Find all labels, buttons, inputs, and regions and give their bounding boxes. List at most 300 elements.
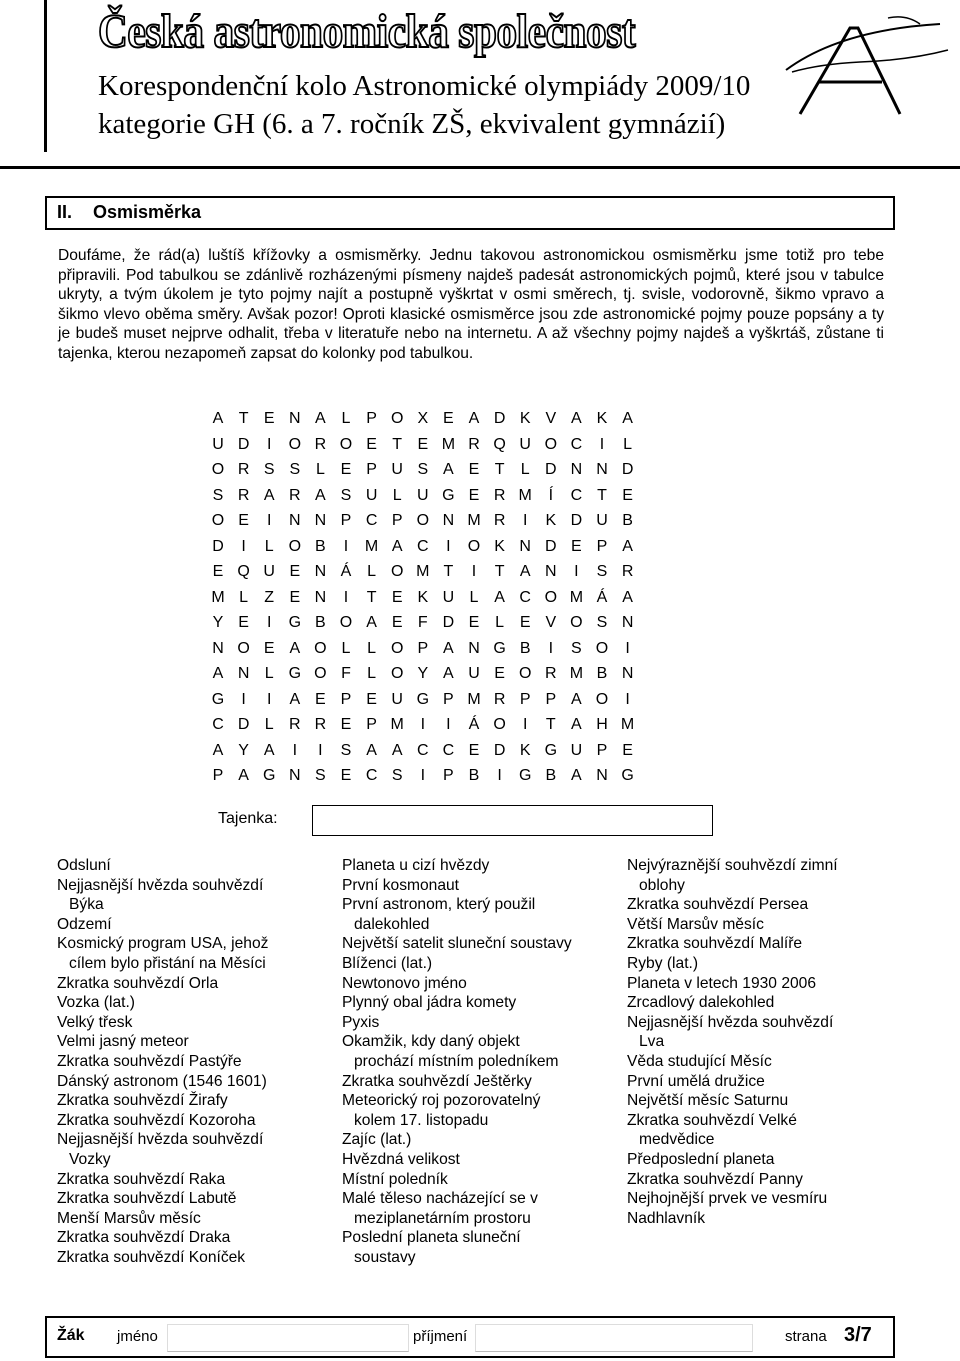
grid-letter[interactable]: E	[238, 512, 249, 529]
grid-letter[interactable]: O	[390, 665, 404, 682]
grid-letter[interactable]: O	[570, 614, 583, 631]
grid-letter[interactable]: L	[367, 563, 377, 580]
grid-letter[interactable]: E	[340, 461, 352, 478]
grid-letter[interactable]: N	[596, 767, 608, 784]
grid-letter[interactable]: G	[262, 767, 276, 784]
grid-letter[interactable]: T	[494, 461, 505, 478]
last-name-label: příjmení	[413, 1328, 468, 1345]
clue-line: Newtonovo jméno	[342, 974, 467, 992]
grid-letter[interactable]: D	[545, 537, 557, 555]
clue-line: Malé těleso nacházející se v	[342, 1190, 538, 1208]
grid-letter[interactable]: V	[545, 614, 557, 631]
grid-letter[interactable]: E	[238, 614, 249, 631]
grid-letter[interactable]: A	[519, 563, 531, 580]
grid-letter[interactable]: R	[468, 435, 480, 453]
grid-letter[interactable]: O	[390, 410, 404, 427]
grid-letter[interactable]: U	[263, 563, 275, 580]
grid-letter[interactable]: T	[443, 563, 454, 580]
student-label: Žák	[57, 1327, 85, 1344]
grid-letter[interactable]: O	[467, 537, 481, 555]
grid-letter[interactable]: O	[544, 435, 558, 453]
clue-line: Vozka (lat.)	[57, 994, 135, 1012]
grid-letter[interactable]: U	[365, 486, 378, 504]
grid-letter[interactable]: I	[522, 512, 528, 529]
clue-line: Zkratka souhvězdí Koníček	[57, 1248, 246, 1266]
last-name-field[interactable]	[475, 1324, 753, 1352]
clue-line: Blíženci (lat.)	[342, 954, 433, 972]
grid-letter[interactable]: B	[622, 512, 633, 529]
grid-letter[interactable]: O	[518, 665, 532, 682]
grid-letter[interactable]: I	[343, 588, 349, 606]
grid-letter[interactable]: I	[292, 741, 298, 759]
grid-letter[interactable]: A	[366, 741, 377, 759]
grid-letter[interactable]: A	[468, 410, 480, 427]
clue-line: Lva	[639, 1033, 665, 1051]
grid-letter[interactable]: L	[341, 639, 351, 657]
clue-line: Zkratka souhvězdí Velké	[627, 1111, 797, 1129]
grid-letter[interactable]: Á	[596, 588, 608, 606]
grid-letter[interactable]: U	[570, 741, 583, 759]
grid-letter[interactable]: S	[315, 767, 326, 784]
grid-letter[interactable]: T	[597, 486, 607, 504]
grid-letter[interactable]: Y	[417, 665, 429, 682]
grid-letter[interactable]: I	[420, 767, 426, 784]
grid-letter[interactable]: E	[340, 716, 352, 733]
grid-letter[interactable]: E	[468, 741, 480, 759]
grid-letter[interactable]: P	[443, 767, 454, 784]
grid-letter[interactable]: I	[241, 690, 246, 708]
grid-letter[interactable]: S	[340, 741, 352, 759]
grid-letter[interactable]: N	[570, 461, 583, 478]
grid-letter[interactable]: A	[571, 716, 582, 733]
grid-letter[interactable]: H	[596, 716, 608, 733]
clue-line: Zkratka souhvězdí Malíře	[627, 935, 803, 953]
grid-letter[interactable]: A	[289, 690, 301, 708]
clue-line: meziplanetárním prostoru	[354, 1209, 531, 1227]
grid-letter[interactable]: R	[314, 716, 327, 733]
grid-letter[interactable]: O	[288, 435, 302, 453]
grid-letter[interactable]: O	[390, 563, 404, 580]
grid-letter[interactable]: N	[545, 563, 557, 580]
grid-letter[interactable]: P	[366, 716, 377, 733]
grid-letter[interactable]: Á	[340, 563, 352, 580]
grid-letter[interactable]: C	[417, 537, 429, 555]
grid-letter[interactable]: N	[289, 767, 301, 784]
grid-letter[interactable]: A	[622, 537, 633, 555]
grid-letter[interactable]: I	[266, 614, 272, 631]
grid-letter[interactable]: D	[493, 410, 506, 427]
grid-letter[interactable]: S	[417, 461, 429, 478]
grid-letter[interactable]: M	[620, 716, 635, 733]
grid-letter[interactable]: O	[493, 716, 506, 733]
clue-line: Zkratka souhvězdí Kozoroha	[57, 1111, 256, 1129]
grid-letter[interactable]: L	[341, 410, 351, 427]
grid-letter[interactable]: L	[264, 665, 274, 682]
grid-letter[interactable]: L	[264, 537, 274, 555]
grid-letter[interactable]: K	[596, 410, 608, 427]
grid-letter[interactable]: E	[468, 486, 480, 504]
grid-letter[interactable]: D	[212, 537, 224, 555]
grid-letter[interactable]: D	[570, 512, 583, 529]
grid-letter[interactable]: G	[518, 767, 532, 784]
grid-letter[interactable]: U	[391, 461, 403, 478]
grid-letter[interactable]: U	[442, 588, 455, 606]
grid-letter[interactable]: N	[442, 512, 455, 529]
grid-letter[interactable]: K	[519, 741, 531, 759]
clue-line: První astronom, který použil	[342, 896, 536, 914]
grid-letter[interactable]: G	[211, 690, 225, 708]
grid-letter[interactable]: S	[596, 563, 608, 580]
grid-letter[interactable]: E	[366, 690, 377, 708]
grid-letter[interactable]: L	[623, 435, 633, 453]
grid-letter[interactable]: E	[289, 588, 301, 606]
grid-letter[interactable]: R	[621, 563, 634, 580]
grid-letter[interactable]: D	[545, 461, 557, 478]
grid-letter[interactable]: N	[621, 614, 634, 631]
grid-letter[interactable]: S	[571, 639, 582, 657]
grid-letter[interactable]: D	[237, 716, 250, 733]
grid-letter[interactable]: N	[621, 665, 634, 682]
grid-letter[interactable]: B	[596, 665, 608, 682]
grid-letter[interactable]: C	[570, 435, 583, 453]
grid-letter[interactable]: I	[318, 741, 323, 759]
grid-letter[interactable]: U	[212, 435, 224, 453]
clue-line: Odzemí	[57, 915, 112, 933]
grid-letter[interactable]: E	[443, 410, 454, 427]
grid-letter[interactable]: A	[443, 639, 454, 657]
clue-line: kolem 17. listopadu	[354, 1111, 489, 1129]
grid-letter[interactable]: M	[569, 588, 584, 606]
grid-letter[interactable]: N	[289, 410, 301, 427]
grid-letter[interactable]: E	[263, 639, 275, 657]
clue-line: Odsluní	[57, 857, 111, 874]
grid-letter[interactable]: A	[366, 614, 377, 631]
grid-letter[interactable]: A	[212, 741, 224, 759]
grid-letter[interactable]: G	[544, 741, 558, 759]
grid-letter[interactable]: E	[391, 614, 403, 631]
grid-letter[interactable]: P	[366, 461, 377, 478]
grid-letter[interactable]: G	[288, 614, 302, 631]
grid-letter[interactable]: N	[596, 461, 608, 478]
grid-letter[interactable]: P	[366, 410, 377, 427]
clue-line: Hvězdná velikost	[342, 1150, 460, 1168]
competition-title: Korespondenční kolo Astronomické olympiády 2009/10	[98, 70, 751, 102]
grid-letter[interactable]: U	[391, 690, 403, 708]
grid-letter[interactable]: O	[314, 639, 327, 657]
grid-letter[interactable]: I	[446, 537, 451, 555]
grid-letter[interactable]: R	[289, 486, 301, 504]
grid-letter[interactable]: E	[366, 435, 377, 453]
grid-letter[interactable]: L	[469, 588, 479, 606]
grid-letter[interactable]: M	[441, 435, 456, 453]
grid-letter[interactable]: B	[315, 614, 326, 631]
grid-letter[interactable]: F	[417, 614, 428, 631]
grid-letter[interactable]: E	[622, 486, 633, 504]
clue-line: Menší Marsův měsíc	[57, 1209, 201, 1227]
grid-letter[interactable]: L	[367, 639, 377, 657]
grid-letter[interactable]: I	[522, 716, 528, 733]
grid-letter[interactable]: O	[595, 690, 609, 708]
grid-letter[interactable]: C	[212, 716, 224, 733]
grid-letter[interactable]: M	[569, 665, 584, 682]
grid-letter[interactable]: D	[237, 435, 250, 453]
grid-letter[interactable]: A	[212, 665, 224, 682]
grid-letter[interactable]: S	[263, 461, 275, 478]
grid-letter[interactable]: A	[622, 588, 633, 606]
grid-letter[interactable]: M	[211, 588, 225, 606]
grid-letter[interactable]: T	[366, 588, 377, 606]
clue-line: Plynný obal jádra komety	[342, 994, 517, 1012]
grid-letter[interactable]: C	[570, 486, 583, 504]
grid-letter[interactable]: A	[571, 690, 582, 708]
grid-letter[interactable]: G	[621, 767, 634, 784]
grid-letter[interactable]: I	[625, 690, 630, 708]
grid-letter[interactable]: B	[519, 639, 531, 657]
grid-letter[interactable]: Y	[238, 741, 249, 759]
grid-letter[interactable]: M	[364, 537, 379, 555]
grid-letter[interactable]: O	[288, 537, 302, 555]
header-vertical-rule	[44, 0, 47, 152]
grid-letter[interactable]: R	[493, 690, 506, 708]
grid-letter[interactable]: I	[497, 767, 502, 784]
grid-letter[interactable]: M	[467, 690, 481, 708]
clue-line: Zkratka souhvězdí Žirafy	[57, 1092, 228, 1110]
grid-letter[interactable]: I	[266, 512, 272, 529]
grid-letter[interactable]: M	[467, 512, 481, 529]
grid-letter[interactable]: O	[211, 512, 225, 529]
grid-letter[interactable]: T	[392, 435, 403, 453]
grid-letter[interactable]: E	[315, 690, 326, 708]
grid-letter[interactable]: A	[263, 741, 275, 759]
grid-letter[interactable]: I	[241, 537, 246, 555]
grid-letter[interactable]: A	[263, 486, 275, 504]
grid-letter[interactable]: Y	[212, 614, 224, 631]
clues-column-2	[342, 856, 572, 1267]
grid-letter[interactable]: K	[417, 588, 429, 606]
grid-letter[interactable]: G	[442, 486, 455, 504]
grid-letter[interactable]: L	[495, 614, 505, 631]
grid-letter[interactable]: U	[596, 512, 608, 529]
grid-letter[interactable]: I	[599, 435, 605, 453]
grid-letter[interactable]: R	[545, 665, 557, 682]
grid-letter[interactable]: A	[494, 588, 505, 606]
grid-letter[interactable]: K	[519, 410, 531, 427]
grid-letter[interactable]: A	[391, 741, 403, 759]
grid-letter[interactable]: P	[340, 512, 352, 529]
clue-line: oblohy	[639, 876, 685, 894]
grid-letter[interactable]: R	[314, 435, 327, 453]
grid-letter[interactable]: A	[443, 461, 454, 478]
grid-letter[interactable]: N	[468, 639, 480, 657]
clue-line: Zajíc (lat.)	[342, 1131, 412, 1149]
grid-letter[interactable]: R	[237, 486, 250, 504]
grid-letter[interactable]: B	[545, 767, 557, 784]
grid-letter[interactable]: E	[468, 614, 480, 631]
grid-letter[interactable]: E	[622, 741, 633, 759]
grid-letter[interactable]: R	[289, 716, 301, 733]
grid-letter[interactable]: E	[417, 435, 429, 453]
first-name-field[interactable]	[167, 1324, 409, 1352]
grid-letter[interactable]: E	[263, 410, 275, 427]
grid-letter[interactable]: T	[238, 410, 249, 427]
grid-letter[interactable]: S	[596, 614, 608, 631]
grid-letter[interactable]: A	[391, 537, 403, 555]
grid-letter[interactable]: K	[545, 512, 557, 529]
grid-letter[interactable]: P	[545, 690, 557, 708]
grid-letter[interactable]: Q	[237, 563, 250, 580]
grid-letter[interactable]: D	[493, 741, 506, 759]
grid-letter[interactable]: U	[468, 665, 480, 682]
grid-letter[interactable]: A	[289, 639, 301, 657]
clue-line: Zkratka souhvězdí Persea	[627, 896, 809, 914]
grid-letter[interactable]: L	[520, 461, 530, 478]
grid-letter[interactable]: C	[365, 512, 378, 529]
grid-letter[interactable]: N	[237, 665, 250, 682]
tajenka-label: Tajenka:	[218, 810, 278, 827]
clue-line: Zkratka souhvězdí Pastýře	[57, 1052, 242, 1070]
grid-letter[interactable]: B	[468, 767, 480, 784]
grid-letter[interactable]: I	[266, 435, 272, 453]
clue-line: Nejvýraznější souhvězdí zimní	[627, 857, 838, 874]
grid-letter[interactable]: S	[340, 486, 352, 504]
grid-letter[interactable]: O	[339, 435, 353, 453]
clue-line: Největší měsíc Saturnu	[627, 1092, 789, 1110]
grid-letter[interactable]: C	[519, 588, 531, 606]
grid-letter[interactable]: M	[416, 563, 430, 580]
grid-letter[interactable]: I	[266, 690, 272, 708]
grid-letter[interactable]: L	[315, 461, 325, 478]
grid-letter[interactable]: P	[596, 741, 608, 759]
grid-letter[interactable]: U	[417, 486, 429, 504]
grid-letter[interactable]: T	[545, 716, 556, 733]
grid-letter[interactable]: L	[239, 588, 249, 606]
grid-letter[interactable]: I	[548, 639, 554, 657]
grid-letter[interactable]: E	[289, 563, 301, 580]
grid-letter[interactable]: P	[519, 690, 531, 708]
grid-letter[interactable]: G	[416, 690, 430, 708]
grid-letter[interactable]: N	[212, 639, 224, 657]
grid-letter[interactable]: M	[518, 486, 532, 504]
grid-letter[interactable]: O	[544, 588, 558, 606]
grid-letter[interactable]: O	[314, 665, 327, 682]
grid-letter[interactable]: F	[341, 665, 351, 682]
grid-letter[interactable]: P	[212, 767, 224, 784]
grid-letter[interactable]: N	[314, 512, 327, 529]
grid-letter[interactable]: X	[417, 410, 429, 427]
grid-letter[interactable]: A	[212, 410, 224, 427]
grid-letter[interactable]: G	[288, 665, 302, 682]
grid-letter[interactable]: D	[442, 614, 455, 631]
grid-letter[interactable]: B	[315, 537, 326, 555]
grid-letter[interactable]: I	[625, 639, 630, 657]
category-title: kategorie GH (6. a 7. ročník ZŠ, ekvivalent gymnázií)	[98, 108, 726, 140]
grid-letter[interactable]: A	[315, 486, 326, 504]
grid-letter[interactable]: S	[289, 461, 301, 478]
grid-letter[interactable]: P	[596, 537, 608, 555]
grid-letter[interactable]: S	[212, 486, 224, 504]
grid-letter[interactable]: M	[390, 716, 404, 733]
clue-line: Velký třesk	[57, 1013, 133, 1031]
grid-letter[interactable]: I	[343, 537, 349, 555]
grid-letter[interactable]: Q	[493, 435, 506, 453]
grid-letter[interactable]: P	[417, 639, 429, 657]
grid-letter[interactable]: O	[211, 461, 225, 478]
grid-letter[interactable]: E	[494, 665, 505, 682]
grid-letter[interactable]: A	[443, 665, 454, 682]
grid-letter[interactable]: N	[314, 563, 327, 580]
grid-letter[interactable]: C	[365, 767, 378, 784]
grid-letter[interactable]: Á	[468, 716, 480, 733]
grid-letter[interactable]: R	[237, 461, 250, 478]
first-name-label: jméno	[117, 1328, 158, 1345]
grid-letter[interactable]: E	[571, 537, 582, 555]
grid-letter[interactable]: E	[212, 563, 224, 580]
grid-letter[interactable]: I	[446, 716, 451, 733]
tajenka-input[interactable]	[312, 805, 713, 836]
grid-letter[interactable]: E	[468, 461, 480, 478]
intro-text	[58, 246, 884, 364]
grid-letter[interactable]: P	[340, 690, 352, 708]
grid-letter[interactable]: L	[392, 486, 402, 504]
grid-letter[interactable]: A	[571, 410, 582, 427]
grid-letter[interactable]: A	[622, 410, 633, 427]
grid-letter[interactable]: C	[442, 741, 455, 759]
grid-letter[interactable]: A	[315, 410, 326, 427]
grid-letter[interactable]: I	[471, 563, 477, 580]
grid-letter[interactable]: O	[339, 614, 353, 631]
grid-letter[interactable]: P	[443, 690, 454, 708]
clue-line: Zkratka souhvězdí Raka	[57, 1170, 226, 1188]
clue-line: Kosmický program USA, jehož	[57, 935, 269, 953]
grid-letter[interactable]: K	[494, 537, 505, 555]
clues-column-1	[57, 856, 268, 1267]
grid-letter[interactable]: L	[367, 665, 377, 682]
grid-letter[interactable]: N	[314, 588, 327, 606]
grid-letter[interactable]: E	[519, 614, 531, 631]
grid-letter[interactable]: I	[574, 563, 579, 580]
grid-letter[interactable]: S	[391, 767, 403, 784]
header-horizontal-rule	[0, 166, 960, 169]
grid-letter[interactable]: R	[493, 486, 506, 504]
grid-letter[interactable]: A	[238, 767, 249, 784]
grid-letter[interactable]: O	[416, 512, 430, 529]
grid-letter[interactable]: C	[417, 741, 429, 759]
grid-letter[interactable]: Í	[548, 486, 554, 504]
clue-line: Větší Marsův měsíc	[627, 915, 764, 933]
grid-letter[interactable]: V	[545, 410, 557, 427]
grid-letter[interactable]: N	[519, 537, 531, 555]
clue-line: Největší satelit sluneční soustavy	[342, 935, 572, 953]
grid-letter[interactable]: G	[493, 639, 506, 657]
grid-letter[interactable]: I	[420, 716, 426, 733]
grid-letter[interactable]: Z	[264, 588, 275, 606]
grid-letter[interactable]: N	[289, 512, 301, 529]
grid-letter[interactable]: U	[519, 435, 531, 453]
grid-letter[interactable]: D	[621, 461, 634, 478]
grid-letter[interactable]: R	[493, 512, 506, 529]
grid-letter[interactable]: O	[595, 639, 609, 657]
grid-letter[interactable]: O	[390, 639, 404, 657]
clue-line: Ryby (lat.)	[627, 954, 699, 972]
grid-letter[interactable]: E	[340, 767, 352, 784]
clue-line: První kosmonaut	[342, 876, 460, 894]
grid-letter[interactable]: O	[237, 639, 250, 657]
grid-letter[interactable]: P	[391, 512, 403, 529]
grid-letter[interactable]: T	[494, 563, 505, 580]
grid-letter[interactable]: A	[571, 767, 582, 784]
grid-letter[interactable]: E	[391, 588, 403, 606]
grid-letter[interactable]: L	[264, 716, 274, 733]
